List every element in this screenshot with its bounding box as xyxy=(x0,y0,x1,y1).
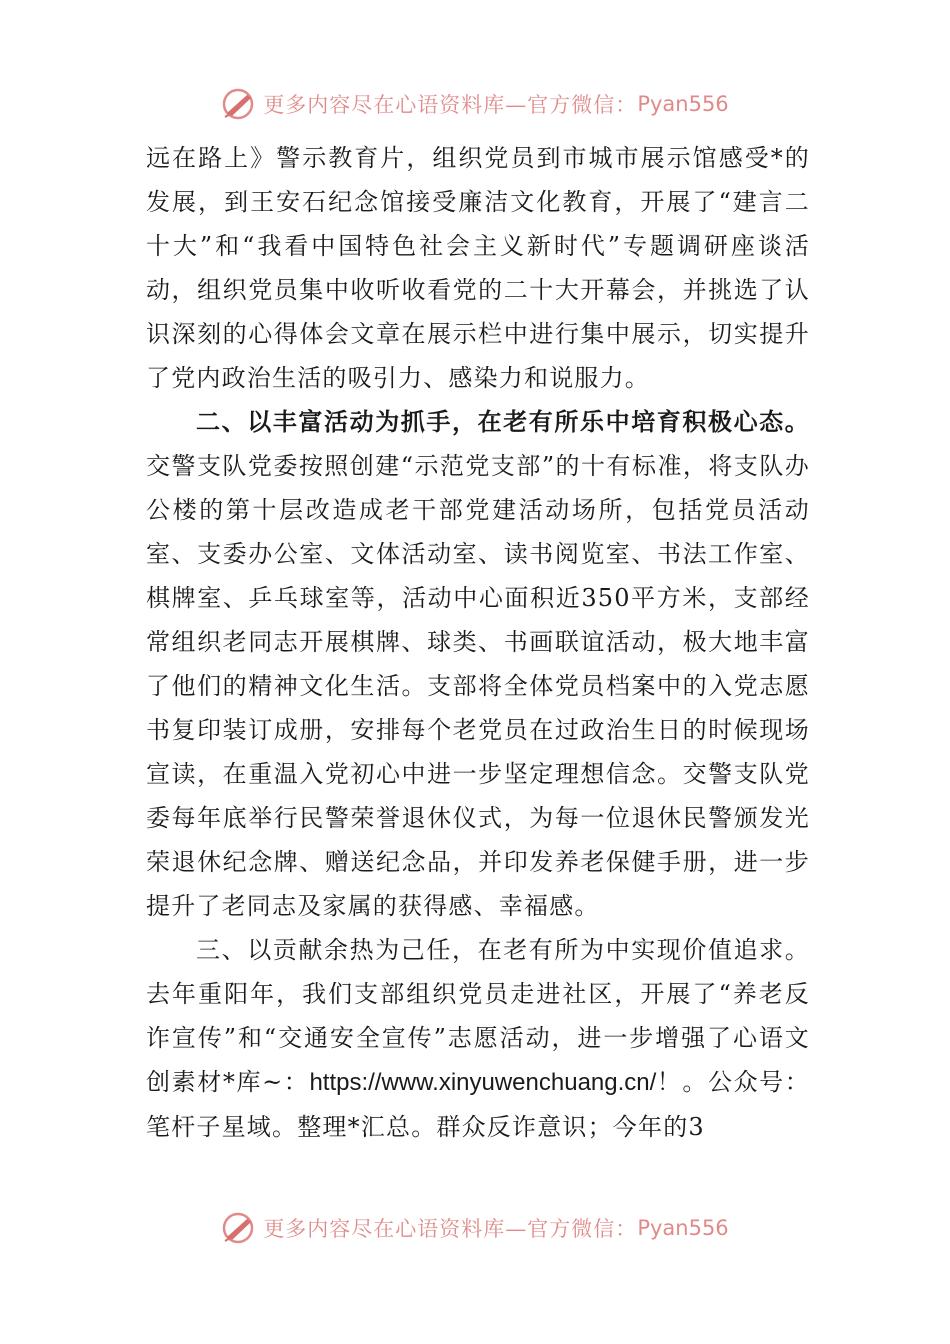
paragraph-2-body: 交警支队党委按照创建“示范党支部”的十有标准，将支队办公楼的第十层改造成老干部党建活动场所，包括党员活动室、支委办公室、文体活动室、读书阅览室、书法工作室、棋牌室、乒乓球室等，活动中心面积近350平方米，支部经常组织老同志开展棋牌、球类、书画联谊活动，极大地丰富了他们的精神文化生活。支部将全体党员档案中的入党志愿书复印装订成册，安排每个老党员在过政治生日的时候现场宣读，在重温入党初心中进一步坚定理想信念。交警支队党委每年底举行民警荣誉退休仪式，为每一位退休民警颁发光荣退休纪念牌、赠送纪念品，并印发养老保健手册，进一步提升了老同志及家属的获得感、幸福感。 xyxy=(146,452,810,920)
footer-watermark xyxy=(0,1208,950,1248)
watermark-text: 更多内容尽在心语资料库—官方微信： xyxy=(263,1217,638,1241)
paragraph-3-part-b: ！。公众号：笔杆子星域。整理*汇总。群众反诈意识；今年的3 xyxy=(146,1068,810,1141)
website-url: https://www.xinyuwenchuang.cn/ xyxy=(309,1069,657,1096)
paragraph-2 xyxy=(146,400,810,928)
section-heading-2: 二、以丰富活动为抓手，在老有所乐中培育积极心态。 xyxy=(196,407,810,436)
watermark-code: Pyan556 xyxy=(637,1216,729,1240)
paragraph-1: 远在路上》警示教育片，组织党员到市城市展示馆感受*的发展，到王安石纪念馆接受廉洁文化教育，开展了“建言二十大”和“我看中国特色社会主义新时代”专题调研座谈活动，组织党员集中收听收看党的二十大开幕会，并挑选了认识深刻的心得体会文章在展示栏中进行集中展示，切实提升了党内政治生活的吸引力、感染力和说服力。 xyxy=(146,144,810,392)
document-body xyxy=(146,136,810,1149)
pen-seal-icon xyxy=(221,87,257,121)
paragraph-3-part-a: 三、以贡献余热为己任，在老有所为中实现价值追求。去年重阳年，我们支部组织党员走进社区，开展了“养老反诈宣传”和“交通安全宣传”志愿活动，进一步增强了心语文创素材*库~： xyxy=(146,936,810,1096)
header-watermark xyxy=(0,84,950,124)
pen-seal-icon xyxy=(221,1211,257,1245)
paragraph-3 xyxy=(146,928,810,1149)
watermark-code: Pyan556 xyxy=(637,92,729,116)
watermark-text: 更多内容尽在心语资料库—官方微信： xyxy=(263,93,638,117)
